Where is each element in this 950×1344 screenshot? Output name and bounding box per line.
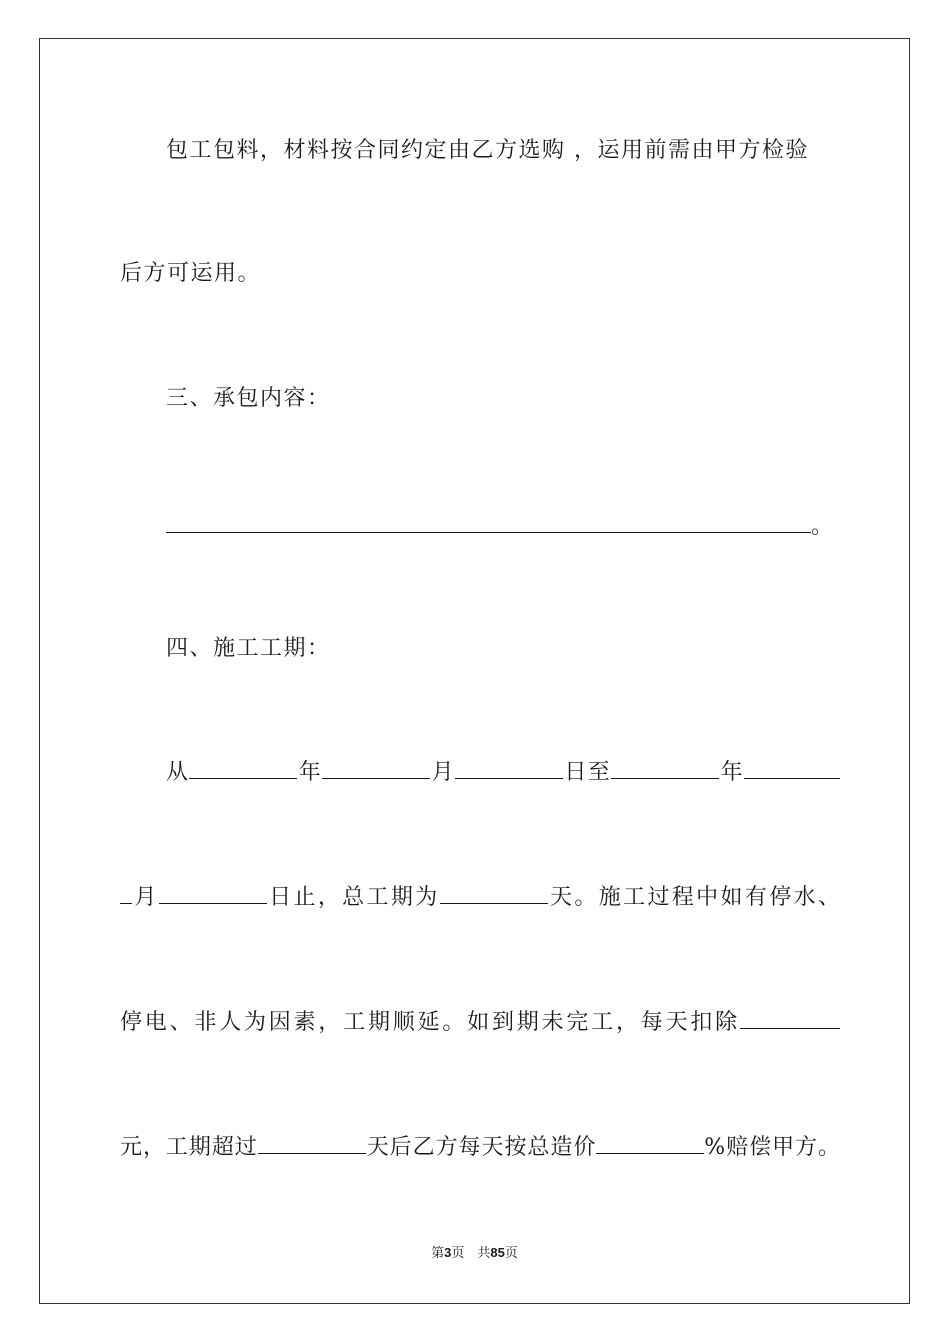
fill-blank (740, 1002, 840, 1029)
paragraph-materials-line2: 后方可运用。 (120, 261, 262, 286)
document-page (39, 38, 910, 1304)
page-number: 3 (444, 1245, 452, 1260)
contract-content-blank-line: 。 (120, 506, 886, 546)
fill-blank (440, 877, 548, 904)
fill-blank (744, 752, 840, 779)
paragraph-materials-line1: 包工包料，材料按合同约定由乙方选购 ，运用前需由甲方检验 (166, 138, 809, 163)
period-line2: 月 日止，总工期为 天。施工过程中如有停水、 (120, 877, 840, 917)
fill-blank (455, 752, 563, 779)
fill-blank (258, 1127, 366, 1154)
fill-blank (166, 506, 811, 533)
fill-blank (596, 1127, 704, 1154)
section-heading-contract-content: 三、承包内容： (166, 386, 331, 411)
fill-blank (159, 877, 267, 904)
fill-blank (189, 752, 297, 779)
fill-blank (611, 752, 719, 779)
section-heading-construction-period: 四、施工工期： (166, 636, 331, 661)
period-line3: 停电、非人为因素，工期顺延。如到期未完工，每天扣除 (120, 1002, 840, 1042)
fill-blank (120, 877, 132, 904)
fill-blank (322, 752, 430, 779)
total-pages: 85 (490, 1245, 505, 1260)
page-footer: 第3页 共85页 (431, 1245, 518, 1261)
period-line1: 从 年 月 日至 年 (120, 752, 840, 792)
period-line4: 元，工期超过 天后乙方每天按总造价 %赔偿甲方。 (120, 1127, 840, 1167)
